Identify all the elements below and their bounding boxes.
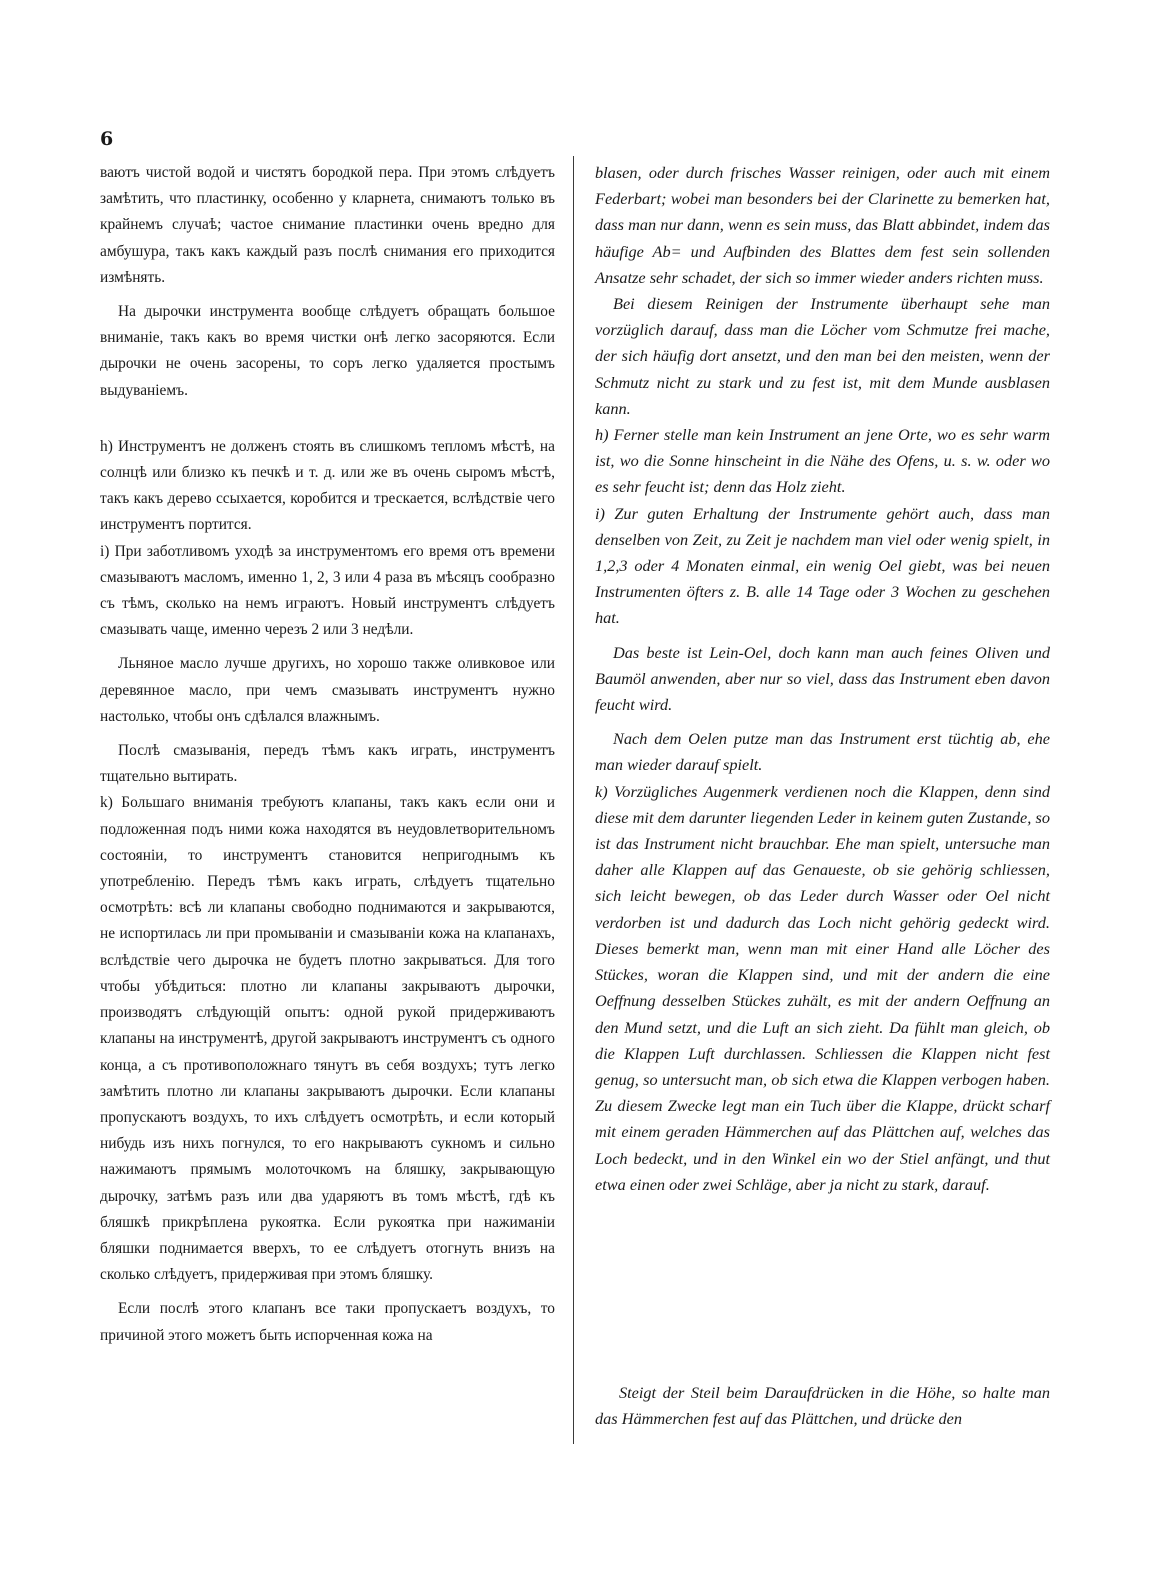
ru-paragraph-6: Послѣ смазыванія, передъ тѣмъ какъ играть, инструментъ тщательно вытирать. — [100, 742, 555, 786]
de-paragraph-4: i) Zur guten Erhaltung der Instrumente gehört auch, dass man denselben von Zeit, zu Zeit je nachdem man viel oder wenig spielt, in 1,2,3 oder 4 Monaten einmal, ein wenig Oel giebt, was bei neuen Instrumenten öfters z. B. alle 14 Tage oder 3 Wochen zu geschehen hat. — [595, 503, 1050, 628]
de-paragraph-5: Das beste ist Lein-Oel, doch kann man auch feines Oliven und Baumöl anwenden, aber nur so viel, dass das Instrument eben davon feucht wird. — [595, 642, 1050, 715]
ru-paragraph-5: Льняное масло лучше другихъ, но хорошо также оливковое или деревянное масло, при чемъ смазывать инструментъ нужно настолько, чтобы онъ сдѣлался влажнымъ. — [100, 655, 555, 725]
de-paragraph-2: Bei diesem Reinigen der Instrumente überhaupt sehe man vorzüglich darauf, dass man die Löcher vom Schmutze frei mache, der sich häufig dort ansetzt, und den man bei den meisten, wenn der Schmutz nicht zu stark und zu fest ist, mit dem Munde ausblasen kann. — [595, 294, 1050, 418]
de-paragraph-8: Steigt der Steil beim Daraufdrücken in die Höhe, so halte man das Hämmerchen fest auf das Plättchen, und drücke den — [595, 1383, 1050, 1429]
de-paragraph-3: h) Ferner stelle man kein Instrument an jene Orte, wo es sehr warm ist, wo die Sonne hinscheint in die Nähe des Ofens, u. s. w. oder wo es sehr feucht ist; denn das Holz zieht. — [595, 425, 1050, 497]
german-continuation — [595, 1380, 1050, 1432]
de-paragraph-6: Nach dem Oelen putze man das Instrument erst tüchtig ab, ehe man wieder darauf spielt. — [595, 729, 1050, 775]
de-paragraph-1: blasen, oder durch frisches Wasser reinigen, oder auch mit einem Federbart; wobei man besonders bei der Clarinette zu bemerken hat, dass man nur dann, wenn es sein muss, das Blatt abbindet, indem das häufige Ab= und Aufbinden des Blattes dem fest sein sollenden Ansatze sehr schadet, der sich so immer wieder anders richten muss. — [595, 163, 1050, 287]
page-number: 6 — [100, 128, 114, 150]
ru-paragraph-3: h) Инструментъ не долженъ стоять въ слишкомъ тепломъ мѣстѣ, на солнцѣ или близко къ печкѣ и т. д. или же въ очень сыромъ мѣстѣ, такъ какъ дерево ссыхается, коробится и трескается, вслѣдствіе чего инструментъ портится. — [100, 437, 555, 534]
ru-paragraph-8: Если послѣ этого клапанъ все таки пропускаетъ воздухъ, то причиной этого можетъ быть испорченная кожа на — [100, 1300, 555, 1344]
ru-paragraph-7: k) Большаго вниманія требуютъ клапаны, такъ какъ если они и подложенная подъ ними кожа находятся въ неудовлетворительномъ состояніи, то инструментъ становится непригоднымъ къ употребленію. Передъ тѣмъ какъ играть, слѣдуетъ тщательно осмотрѣть: всѣ ли клапаны свободно поднимаются и закрываются, не испортилась ли при промываніи и смазываніи кожа на клапанахъ, вслѣдствіе чего дырочка не будетъ плотно закрываться. Для того чтобы убѣдиться: плотно ли клапаны закрываютъ дырочки, производятъ слѣдующій опытъ: одной рукой придерживаютъ клапаны на инструментѣ, другой закрываютъ инструментъ съ одного конца, а съ противоположнаго тянутъ въ себя воздухъ; тутъ легко замѣтить плотно ли клапаны закрываютъ дырочки. Если клапаны пропускаютъ воздухъ, то ихъ слѣдуетъ осмотрѣть, и если который нибудь изъ нихъ погнулся, то его накрываютъ сукномъ и сильно нажимаютъ прямымъ молоточкомъ на бляшку, закрывающую дырочку, затѣмъ разъ или два ударяютъ въ томъ мѣстѣ, гдѣ къ бляшкѣ прикрѣплена рукоятка. Если рукоятка при нажиманіи бляшки поднимается вверхъ, то ее слѣдуетъ отогнуть внизъ на сколько слѣдуетъ, придерживая при этомъ бляшку. — [100, 794, 555, 1284]
ru-paragraph-2: На дырочки инструмента вообще слѣдуетъ обращать большое вниманіе, такъ какъ во время чистки онѣ легко засоряются. Если дырочки не очень засорены, то соръ легко удаляется простымъ выдуваніемъ. — [100, 303, 555, 399]
de-paragraph-7: k) Vorzügliches Augenmerk verdienen noch die Klappen, denn sind diese mit dem darunter liegenden Leder in keinem guten Zustande, so ist das Instrument nicht brauchbar. Ehe man spielt, untersuche man daher alle Klappen auf das Genaueste, ob sie gehörig schliessen, sich leicht bewegen, ob das Leder durch Wasser oder Oel nicht verdorben ist und dadurch das Loch nicht gehörig gedeckt wird. Dieses bemerkt man, wenn man mit einer Hand alle Löcher des Stückes, woran die Klappen sind, und mit der andern die eine Oeffnung desselben Stückes zuhält, es mit der andern Oeffnung an den Mund setzt, und die Luft an sich zieht. Da fühlt man gleich, ob die Klappen Luft durchlassen. Schliessen die Klappen nicht fest genug, so untersucht man, ob sich etwa die Klappen verbogen haben. Zu diesem Zwecke legt man ein Tuch über die Klappe, drückt scharf mit einem geraden Hämmerchen auf das Plättchen auf, welches das Loch bedeckt, und in den Winkel ein wo der Stiel anfängt, und thut etwa einen oder zwei Schläge, aber ja nicht zu stark, darauf. — [595, 781, 1050, 1194]
russian-column — [100, 160, 555, 1349]
ru-paragraph-4: i) При заботливомъ уходѣ за инструментомъ его время отъ времени смазываютъ масломъ, именно 1, 2, 3 или 4 раза въ мѣсяцъ сообразно съ тѣмъ, сколько на немъ играютъ. Новый инструментъ слѣдуетъ смазывать чаще, именно черезъ 2 или 3 недѣли. — [100, 542, 555, 639]
ru-paragraph-1: ваютъ чистой водой и чистятъ бородкой пера. При этомъ слѣдуетъ замѣтить, что пластинку, особенно у кларнета, снимаютъ только въ крайнемъ случаѣ; частое снимание пластинки очень вредно для амбушура, такъ какъ каждый разъ послѣ снимания его приходится измѣнять. — [100, 164, 555, 286]
german-column — [595, 160, 1050, 1198]
column-divider — [573, 156, 574, 1444]
